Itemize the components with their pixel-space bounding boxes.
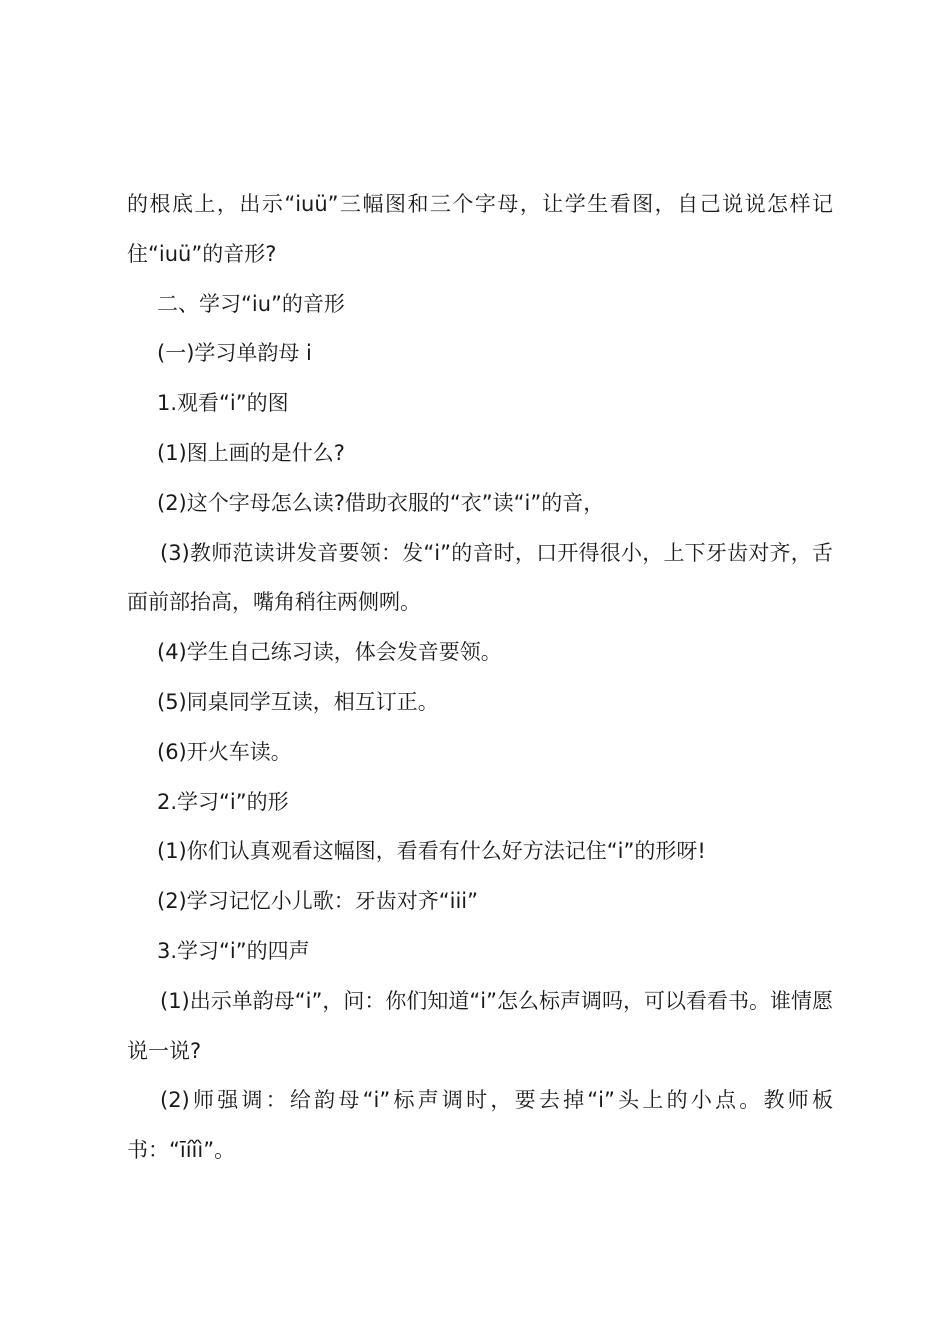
paragraph-continuation: 的根底上，出示“iuü”三幅图和三个字母，让学生看图，自己说说怎样记住“iuü”的音形?: [127, 192, 833, 266]
list-item: (5)同桌同学互读，相互订正。: [157, 689, 439, 714]
list-item: (1)你们认真观看这幅图，看看有什么好方法记住“i”的形呀!: [157, 839, 706, 864]
list-item: (2)这个字母怎么读?借助衣服的“衣”读“i”的音，: [157, 490, 605, 515]
step-heading-2: 2.学习“i”的形: [157, 789, 289, 814]
list-item: (2)学习记忆小儿歌：牙齿对齐“iii”: [157, 889, 479, 914]
list-item: (1)图上画的是什么?: [157, 440, 345, 465]
list-item: (3)教师范读讲发音要领：发“i”的音时，口开得很小，上下牙齿对齐，舌面前部抬高，嘴角稍往两侧咧。: [127, 540, 833, 615]
list-item: (1)出示单韵母“i”，问：你们知道“i”怎么标声调吗，可以看看书。谁情愿说一说?: [127, 988, 833, 1063]
list-item: (6)开火车读。: [157, 739, 292, 764]
subsection-heading-1: (一)学习单韵母 i: [157, 341, 312, 366]
document-body: [127, 180, 833, 1176]
list-item: (2)师强调：给韵母“i”标声调时，要去掉“i”头上的小点。教师板书：“īíǐì”。: [127, 1088, 833, 1163]
list-item: (4)学生自己练习读，体会发音要领。: [157, 640, 502, 665]
step-heading-3: 3.学习“i”的四声: [157, 938, 310, 963]
section-heading-2: 二、学习“iu”的音形: [157, 291, 345, 316]
step-heading-1: 1.观看“i”的图: [157, 391, 289, 416]
